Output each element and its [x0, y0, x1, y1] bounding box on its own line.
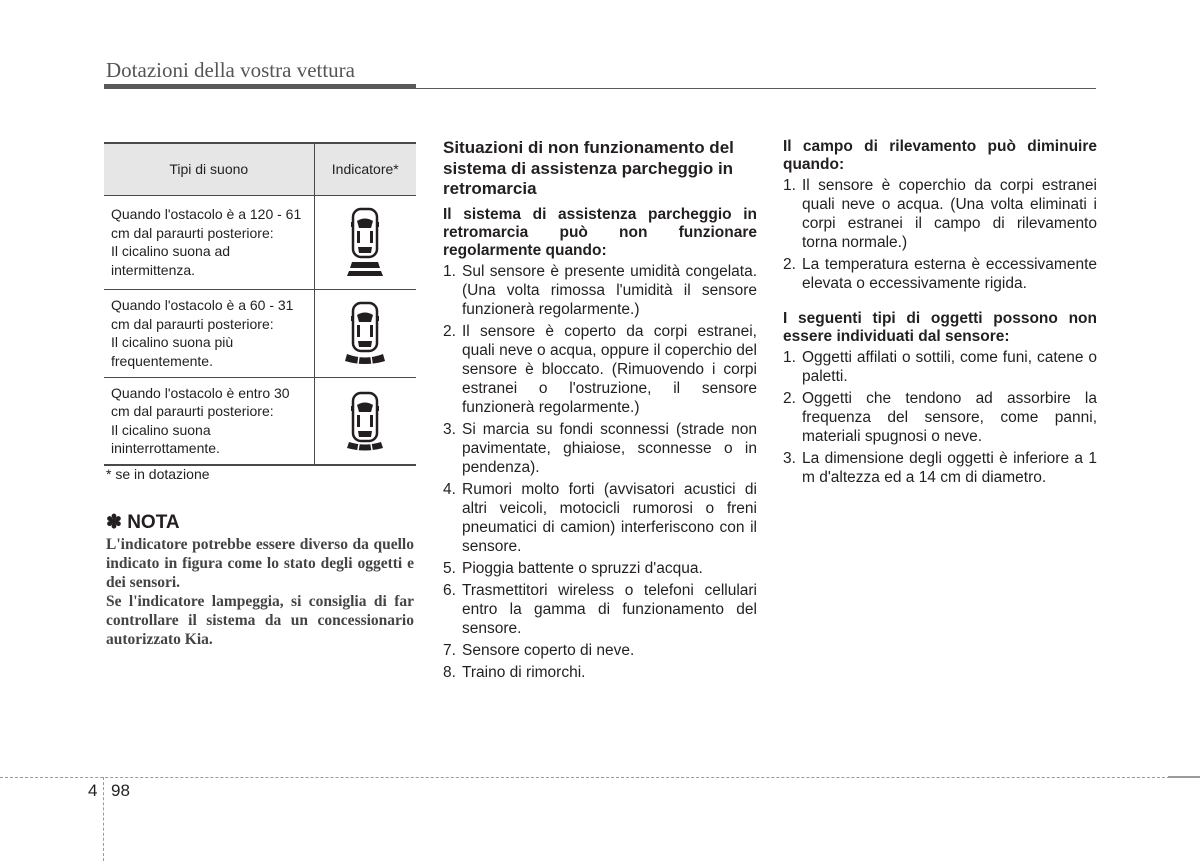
list-text: Il sensore è coperchio da corpi estranei quali neve o acqua. (Una volta eliminati i corpi estranei il campo di rilevamento torna normale.)	[802, 177, 1097, 251]
list-text: La temperatura esterna è eccessivamente elevata o eccessivamente rigida.	[802, 256, 1097, 292]
rear-sensor-mid-icon	[335, 301, 395, 365]
list-item	[443, 262, 757, 319]
description-line: Il cicalino suona ad	[111, 243, 231, 259]
list-text: Si marcia su fondi sconnessi (strade non pavimentate, ghiaiose, sconnesse o in pendenza).	[462, 420, 757, 476]
footer-divider	[0, 777, 1200, 778]
list-number: 5.	[443, 559, 456, 577]
middle-column	[443, 138, 757, 685]
detection-range-list	[783, 176, 1097, 293]
rear-sensor-far-icon	[335, 207, 395, 277]
list-text: Il sensore è coperto da corpi estranei, quali neve o acqua, oppure il coperchio del sensore è bloccato. (Rimuovendo i corpi estranei o l'ostruzione, il sensore funzionerà regolarmente.)	[462, 322, 757, 416]
list-text: Oggetti affilati o sottili, come funi, catene o paletti.	[802, 349, 1097, 385]
header-rule-thin	[416, 88, 1096, 89]
table-header-sound-types: Tipi di suono	[104, 143, 314, 195]
list-item	[443, 322, 757, 417]
list-number: 3.	[443, 420, 456, 438]
table-row	[104, 289, 416, 377]
list-number: 7.	[443, 641, 456, 659]
description-line: intermittenza.	[111, 261, 196, 278]
description-line: Il cicalino suona più	[111, 334, 234, 350]
note-paragraph: Se l'indicatore lampeggia, si consiglia di far controllare il sistema da un concessionario autorizzato Kia.	[106, 593, 414, 648]
list-number: 6.	[443, 581, 456, 599]
table-cell-indicator	[314, 289, 416, 377]
header-rule-thick	[104, 84, 416, 89]
section-title: Situazioni di non funzionamento del sistema di assistenza parcheggio in retromarcia	[443, 138, 734, 198]
list-item	[783, 348, 1097, 386]
table-row	[104, 195, 416, 289]
list-text: Trasmettitori wireless o telefoni cellulari entro la gamma di funzionamento del sensore.	[462, 581, 757, 637]
list-number: 2.	[443, 322, 456, 340]
table-cell-description	[104, 289, 314, 377]
description-line: frequentemente.	[111, 352, 213, 369]
list-number: 2.	[783, 390, 796, 407]
list-number: 2.	[783, 256, 796, 273]
list-number: 8.	[443, 663, 456, 681]
undetected-objects-list	[783, 348, 1097, 487]
table-cell-indicator	[314, 377, 416, 465]
list-number: 4.	[443, 480, 456, 498]
list-number: 1.	[443, 262, 456, 280]
list-item	[443, 641, 757, 660]
list-item	[443, 480, 757, 556]
list-text: Rumori molto forti (avvisatori acustici di altri veicoli, motocicli rumorosi o freni pneumatici di camion) interferiscono con il sensore.	[462, 480, 757, 555]
page-number: 98	[111, 781, 130, 800]
note-title: ✽ NOTA	[106, 512, 180, 533]
right-column	[783, 138, 1097, 490]
table-header-row	[104, 143, 416, 195]
list-item	[783, 449, 1097, 487]
footer-divider-end	[1168, 776, 1200, 778]
rear-sensor-near-icon	[335, 391, 395, 451]
note-body	[106, 535, 414, 649]
footer-vertical-divider	[103, 777, 104, 861]
page-header-title: Dotazioni della vostra vettura	[106, 58, 355, 82]
section-subtitle: Il sistema di assistenza parcheggio in retromarcia può non funzionare regolarmente quando:	[443, 205, 757, 259]
chapter-number: 4	[88, 781, 98, 800]
table-row	[104, 377, 416, 465]
table-cell-indicator	[314, 195, 416, 289]
description-line: Quando l'ostacolo è a 60 - 31	[111, 297, 294, 313]
table-cell-description	[104, 377, 314, 465]
list-item	[783, 176, 1097, 252]
list-text: Sensore coperto di neve.	[462, 641, 635, 659]
list-item	[443, 420, 757, 477]
description-line: Quando l'ostacolo è entro 30	[111, 384, 290, 401]
section-subtitle: I seguenti tipi di oggetti possono non essere individuati dal sensore:	[783, 310, 1097, 345]
note-paragraph: L'indicatore potrebbe essere diverso da quello indicato in figura come lo stato degli oggetti e dei sensori.	[106, 536, 414, 591]
description-line: cm dal paraurti posteriore:	[111, 403, 274, 419]
table-header-indicator: Indicatore*	[314, 143, 416, 195]
list-text: Oggetti che tendono ad assorbire la frequenza del sensore, come panni, materiali spugnosi o neve.	[802, 390, 1097, 445]
description-line: cm dal paraurti posteriore:	[111, 224, 274, 241]
description-line: Il cicalino suona	[111, 421, 211, 438]
list-number: 1.	[783, 349, 796, 366]
sound-types-table	[104, 142, 416, 466]
list-text: La dimensione degli oggetti è inferiore a 1 m d'altezza ed a 14 cm di diametro.	[802, 450, 1097, 486]
section-subtitle: Il campo di rilevamento può diminuire quando:	[783, 138, 1097, 173]
description-line: ininterrottamente.	[111, 440, 220, 456]
list-number: 3.	[783, 450, 796, 467]
list-item	[443, 559, 757, 578]
list-item	[783, 255, 1097, 293]
list-item	[443, 663, 757, 682]
list-number: 1.	[783, 177, 796, 194]
malfunction-list	[443, 262, 757, 682]
list-item	[783, 389, 1097, 446]
table-cell-description	[104, 195, 314, 289]
description-line: cm dal paraurti posteriore:	[111, 315, 274, 332]
description-line: Quando l'ostacolo è a 120 - 61	[111, 206, 302, 222]
list-text: Traino di rimorchi.	[462, 663, 586, 681]
list-text: Sul sensore è presente umidità congelata. (Una volta rimossa l'umidità il sensore funzionerà regolarmente.)	[462, 262, 757, 318]
list-text: Pioggia battente o spruzzi d'acqua.	[462, 559, 703, 577]
list-item	[443, 581, 757, 638]
table-footnote: * se in dotazione	[106, 466, 210, 482]
